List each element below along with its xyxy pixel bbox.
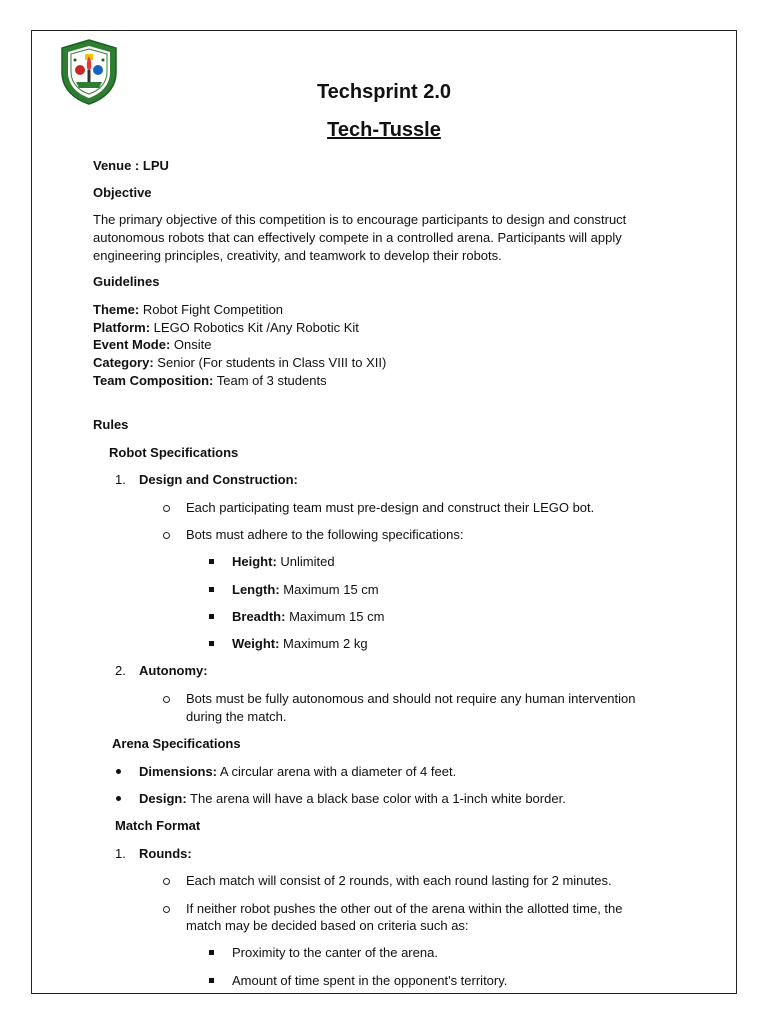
match-format-heading: Match Format [115,818,201,833]
spec-label: Length: [232,582,280,597]
guideline-event-mode [93,336,211,354]
event-subtitle [0,119,768,142]
guideline-platform [93,319,359,337]
event-subtitle-text: Tech-Tussle [327,119,441,141]
square-bullet-icon [209,559,214,564]
spec-item [232,581,379,599]
guideline-label: Event Mode: [93,337,171,352]
list-number: 2. [115,663,126,678]
autonomy-title: Autonomy: [139,663,208,678]
rounds-bullet: If neither robot pushes the other out of the arena within the allotted time, the [186,901,623,916]
arena-label: Design: [139,791,187,806]
circle-bullet-icon [163,878,170,885]
spec-item [232,608,384,626]
guideline-theme [93,301,283,319]
list-number: 1. [115,846,126,861]
square-bullet-icon [209,978,214,983]
arena-item [139,790,566,808]
rounds-title: Rounds: [139,846,192,861]
arena-value: The arena will have a black base color with a 1-inch white border. [186,791,566,806]
guideline-value: Robot Fight Competition [139,302,284,317]
spec-value: Maximum 15 cm [279,582,379,597]
rounds-bullet: match may be decided based on criteria such as: [186,918,469,933]
spec-item [232,553,335,571]
guideline-value: Senior (For students in Class VIII to XII) [153,355,387,370]
circle-bullet-icon [163,532,170,539]
square-bullet-icon [209,950,214,955]
autonomy-line: Bots must be fully autonomous and should not require any human intervention [186,691,636,706]
objective-heading: Objective [93,185,152,200]
round-bullet-icon [116,769,121,774]
square-bullet-icon [209,614,214,619]
venue-line [93,157,169,175]
circle-bullet-icon [163,906,170,913]
list-number: 1. [115,472,126,487]
venue-value: LPU [142,158,169,173]
circle-bullet-icon [163,505,170,512]
guideline-value: LEGO Robotics Kit /Any Robotic Kit [150,320,359,335]
square-bullet-icon [209,641,214,646]
spec-value: Unlimited [276,554,335,569]
guideline-value: Onsite [170,337,212,352]
guideline-label: Platform: [93,320,151,335]
criteria-item: Amount of time spent in the opponent's territory. [232,973,508,988]
spec-value: Maximum 15 cm [285,609,385,624]
venue-label: Venue : [93,158,140,173]
guideline-label: Team Composition: [93,373,214,388]
spec-item [232,635,368,653]
guideline-team-composition [93,372,327,390]
spec-label: Height: [232,554,277,569]
circle-bullet-icon [163,696,170,703]
round-bullet-icon [116,796,121,801]
spec-label: Weight: [232,636,280,651]
arena-item [139,763,456,781]
robot-spec-heading: Robot Specifications [109,445,239,460]
arena-heading: Arena Specifications [112,736,241,751]
objective-text: The primary objective of this competition is to encourage participants to design and construct autonomous robots that can effectively compete in a controlled arena. Participants will apply engineering principles, creativity, and teamwork to develop their robots. [93,212,627,263]
spec-label: Breadth: [232,609,286,624]
guideline-label: Theme: [93,302,140,317]
autonomy-line: during the match. [186,709,287,724]
design-bullet: Each participating team must pre-design and construct their LEGO bot. [186,500,595,515]
rounds-bullet: Each match will consist of 2 rounds, with each round lasting for 2 minutes. [186,873,612,888]
arena-value: A circular arena with a diameter of 4 feet. [217,764,457,779]
square-bullet-icon [209,587,214,592]
rules-heading: Rules [93,417,129,432]
guideline-label: Category: [93,355,154,370]
spec-value: Maximum 2 kg [279,636,368,651]
arena-label: Dimensions: [139,764,218,779]
guideline-value: Team of 3 students [213,373,327,388]
design-construction-title: Design and Construction: [139,472,298,487]
guidelines-heading: Guidelines [93,274,160,289]
criteria-item: Proximity to the canter of the arena. [232,945,438,960]
guideline-category [93,354,386,372]
event-title: Techsprint 2.0 [316,81,452,103]
design-bullet: Bots must adhere to the following specifications: [186,527,464,542]
